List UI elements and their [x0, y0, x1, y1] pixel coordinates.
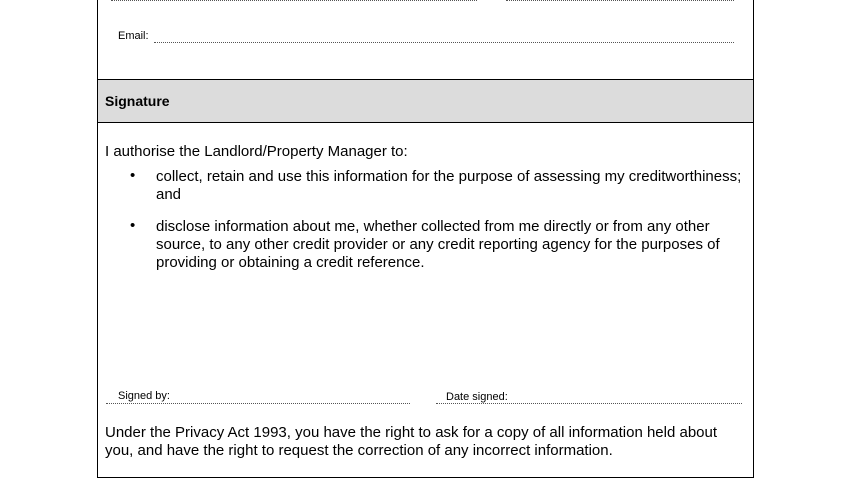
bullet-icon: • — [130, 167, 136, 184]
previous-field-line-right[interactable] — [506, 0, 734, 1]
signed-by-label: Signed by: — [118, 390, 170, 402]
authorisation-bullet-collect: collect, retain and use this information for the purpose of assessing my creditworthiness; and — [156, 168, 742, 203]
authorisation-bullet-disclose: disclose information about me, whether collected from me directly or from any other source, to any other credit provider or any credit reporting agency for the purposes of providing or obtaining a credit reference. — [156, 218, 720, 271]
previous-field-line-left[interactable] — [111, 0, 477, 1]
signature-section-header — [98, 79, 753, 123]
authorisation-intro: I authorise the Landlord/Property Manager to: — [105, 143, 408, 160]
bullet-icon: • — [130, 217, 136, 234]
section-title: Signature — [105, 93, 170, 109]
privacy-notice: Under the Privacy Act 1993, you have the right to ask for a copy of all information held about you, and have the right to request the correction of any incorrect information. — [105, 424, 718, 459]
email-label: Email: — [118, 30, 149, 42]
email-field[interactable] — [154, 42, 734, 43]
signed-by-field[interactable] — [106, 403, 410, 404]
form-container — [97, 0, 754, 478]
date-signed-field[interactable] — [436, 403, 742, 404]
date-signed-label: Date signed: — [446, 391, 508, 403]
